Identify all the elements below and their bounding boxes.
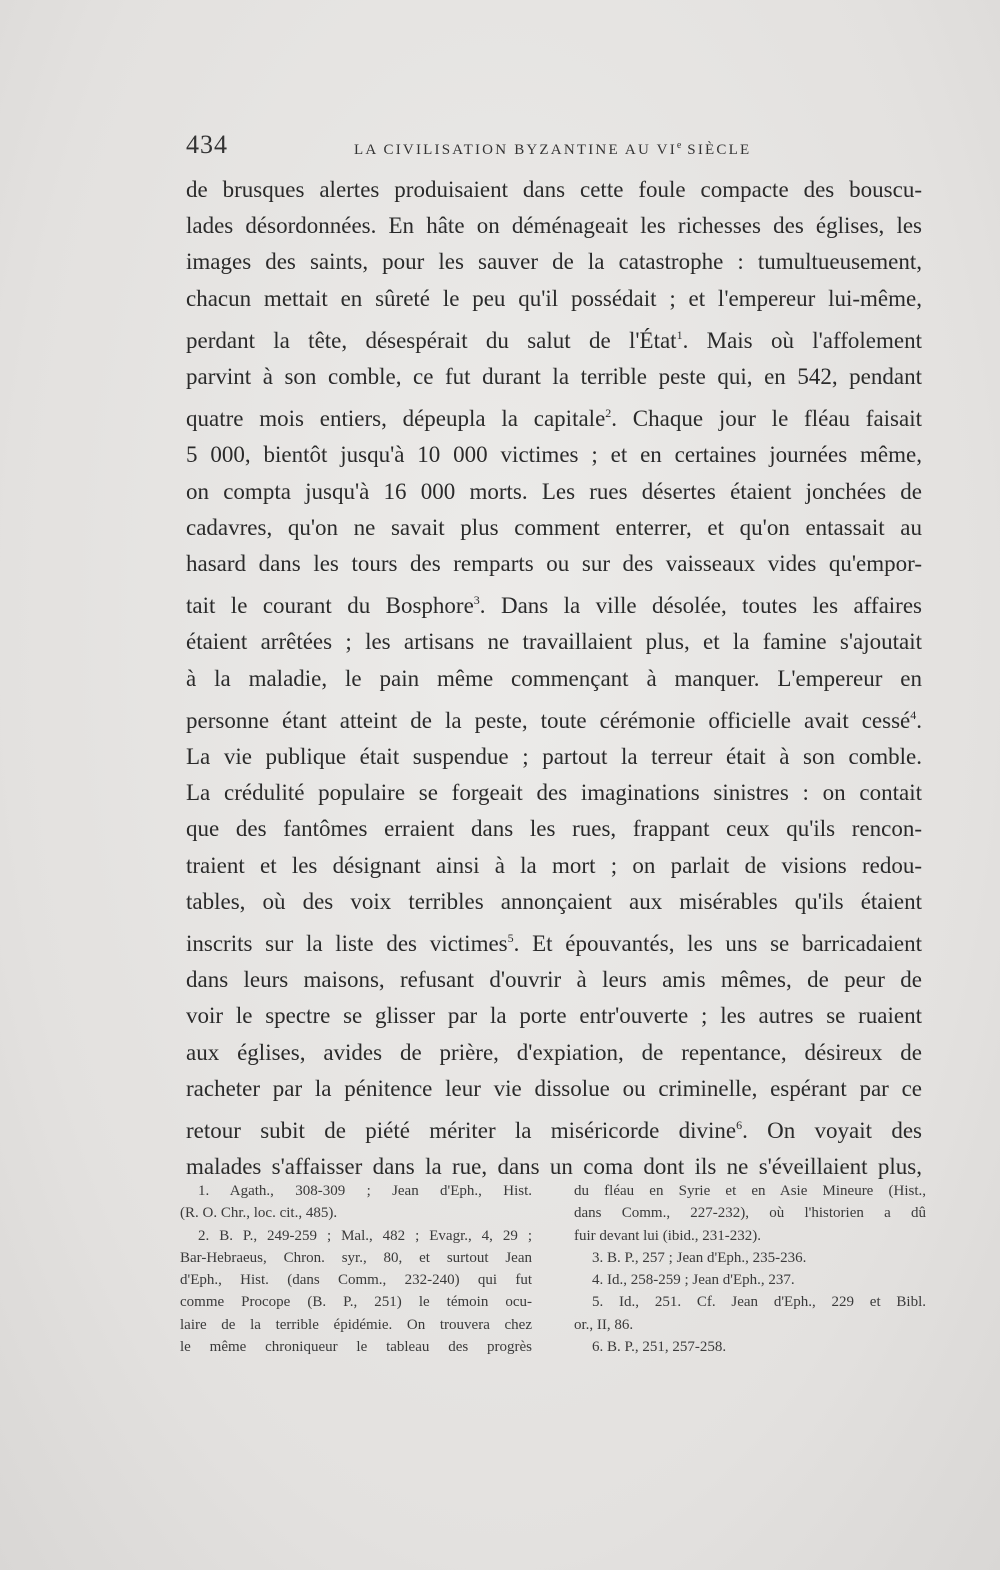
footnote-line: du fléau en Syrie et en Asie Mineure (Hist.,: [574, 1183, 926, 1199]
footnote-line: 5. Id., 251. Cf. Jean d'Eph., 229 et Bibl.: [592, 1294, 926, 1311]
text-line: chacun mettait en sûreté le peu qu'il possédait ; et l'empereur lui-même,: [186, 285, 922, 311]
text-line: on compta jusqu'à 16 000 morts. Les rues désertes étaient jonchées de: [186, 478, 922, 504]
text-fragment: perdant la tête, désespérait du salut de l'État: [186, 327, 677, 353]
main-text: [186, 172, 922, 1185]
text-fragment: retour subit de piété mériter la miséricorde divine: [186, 1118, 737, 1144]
footnote-line: dans Comm., 227-232), où l'historien a dû: [574, 1205, 926, 1222]
note-reference: 5: [507, 931, 514, 946]
footnote-line: laire de la terrible épidémie. On trouvera chez: [180, 1316, 532, 1333]
text-line: traient et les désignant ainsi à la mort ; on parlait de visions redou-: [186, 852, 922, 878]
text-line: [186, 1107, 922, 1149]
page-header: [186, 128, 922, 168]
text-line: de brusques alertes produisaient dans cette foule compacte des bouscu-: [186, 177, 922, 202]
note-reference: 3: [473, 593, 480, 608]
text-line: malades s'affaisser dans la rue, dans un coma dont ils ne s'éveillaient plus,: [186, 1154, 922, 1180]
text-line: images des saints, pour les sauver de la catastrophe : tumultueusement,: [186, 249, 922, 275]
text-fragment: .: [916, 707, 922, 733]
footnote-line: comme Procope (B. P., 251) le témoin ocu-: [180, 1294, 532, 1311]
note-reference: 4: [910, 707, 917, 722]
text-line: étaient arrêtées ; les artisans ne travaillaient plus, et la famine s'ajoutait: [186, 629, 922, 655]
text-fragment: . Mais où l'affolement: [682, 327, 922, 353]
running-head-end: SIÈCLE: [681, 142, 752, 158]
text-fragment: . On voyait des: [742, 1118, 922, 1144]
note-reference: 1: [676, 327, 683, 342]
footnotes-right-column: [574, 1180, 926, 1358]
footnotes-left-column: [180, 1180, 532, 1358]
text-line: La crédulité populaire se forgeait des imaginations sinistres : on contait: [186, 780, 922, 806]
footnote-line: 3. B. P., 257 ; Jean d'Eph., 235-236.: [592, 1249, 807, 1266]
footnote-line: or., II, 86.: [574, 1316, 634, 1333]
text-fragment: . Et épouvantés, les uns se barricadaient: [513, 931, 922, 957]
text-line: La vie publique était suspendue ; partout la terreur était à son comble.: [186, 744, 922, 770]
text-line: lades désordonnées. En hâte on déménageait les richesses des églises, les: [186, 213, 922, 239]
text-fragment: inscrits sur la liste des victimes: [186, 931, 508, 957]
footnote-line: (R. O. Chr., loc. cit., 485).: [180, 1205, 338, 1222]
running-head-sup: e: [676, 140, 682, 151]
note-reference: 2: [605, 406, 612, 421]
footnote-line: 1. Agath., 308-309 ; Jean d'Eph., Hist.: [198, 1183, 532, 1199]
text-line: voir le spectre se glisser par la porte entr'ouverte ; les autres se ruaient: [186, 1003, 922, 1029]
text-line: [186, 697, 922, 739]
footnote-line: fuir devant lui (ibid., 231-232).: [574, 1227, 762, 1244]
text-line: dans leurs maisons, refusant d'ouvrir à leurs amis mêmes, de peur de: [186, 967, 922, 993]
text-line: [186, 920, 922, 962]
footnote-line: 6. B. P., 251, 257-258.: [592, 1339, 727, 1356]
footnote-line: d'Eph., Hist. (dans Comm., 232-240) qui fut: [180, 1272, 532, 1289]
text-fragment: quatre mois entiers, dépeupla la capitale: [186, 406, 606, 432]
text-line: [186, 317, 922, 359]
text-fragment: . Chaque jour le fléau faisait: [611, 406, 922, 432]
footnote-line: le même chroniqueur le tableau des progrès: [180, 1339, 532, 1356]
note-reference: 6: [736, 1118, 743, 1133]
footnote-line: 2. B. P., 249-259 ; Mal., 482 ; Evagr., 4, 29 ;: [198, 1227, 532, 1244]
text-line: cadavres, qu'on ne savait plus comment enterrer, et qu'on entassait au: [186, 514, 922, 540]
text-line: racheter par la pénitence leur vie dissolue ou criminelle, espérant par ce: [186, 1075, 922, 1101]
footnote-line: 4. Id., 258-259 ; Jean d'Eph., 237.: [592, 1272, 795, 1289]
text-fragment: . Dans la ville désolée, toutes les affaires: [479, 593, 922, 619]
text-line: [186, 582, 922, 624]
running-head-main: LA CIVILISATION BYZANTINE AU VI: [354, 142, 677, 158]
page-number: 434: [186, 130, 228, 159]
text-line: à la maladie, le pain même commençant à manquer. L'empereur en: [186, 665, 922, 691]
text-line: aux églises, avides de prière, d'expiation, de repentance, désireux de: [186, 1039, 922, 1065]
footnote-line: Bar-Hebraeus, Chron. syr., 80, et surtout Jean: [180, 1249, 532, 1266]
text-line: tables, où des voix terribles annonçaient aux misérables qu'ils étaient: [186, 888, 922, 914]
text-line: hasard dans les tours des remparts ou sur des vaisseaux vides qu'empor-: [186, 551, 922, 577]
text-line: [186, 395, 922, 437]
text-line: 5 000, bientôt jusqu'à 10 000 victimes ; et en certaines journées même,: [186, 442, 922, 468]
running-head: [354, 140, 751, 159]
text-fragment: tait le courant du Bosphore: [186, 593, 474, 619]
text-fragment: personne étant atteint de la peste, toute cérémonie officielle avait cessé: [186, 707, 911, 733]
text-line: que des fantômes erraient dans les rues, frappant ceux qu'ils rencon-: [186, 816, 922, 842]
text-line: parvint à son comble, ce fut durant la terrible peste qui, en 542, pendant: [186, 364, 922, 390]
